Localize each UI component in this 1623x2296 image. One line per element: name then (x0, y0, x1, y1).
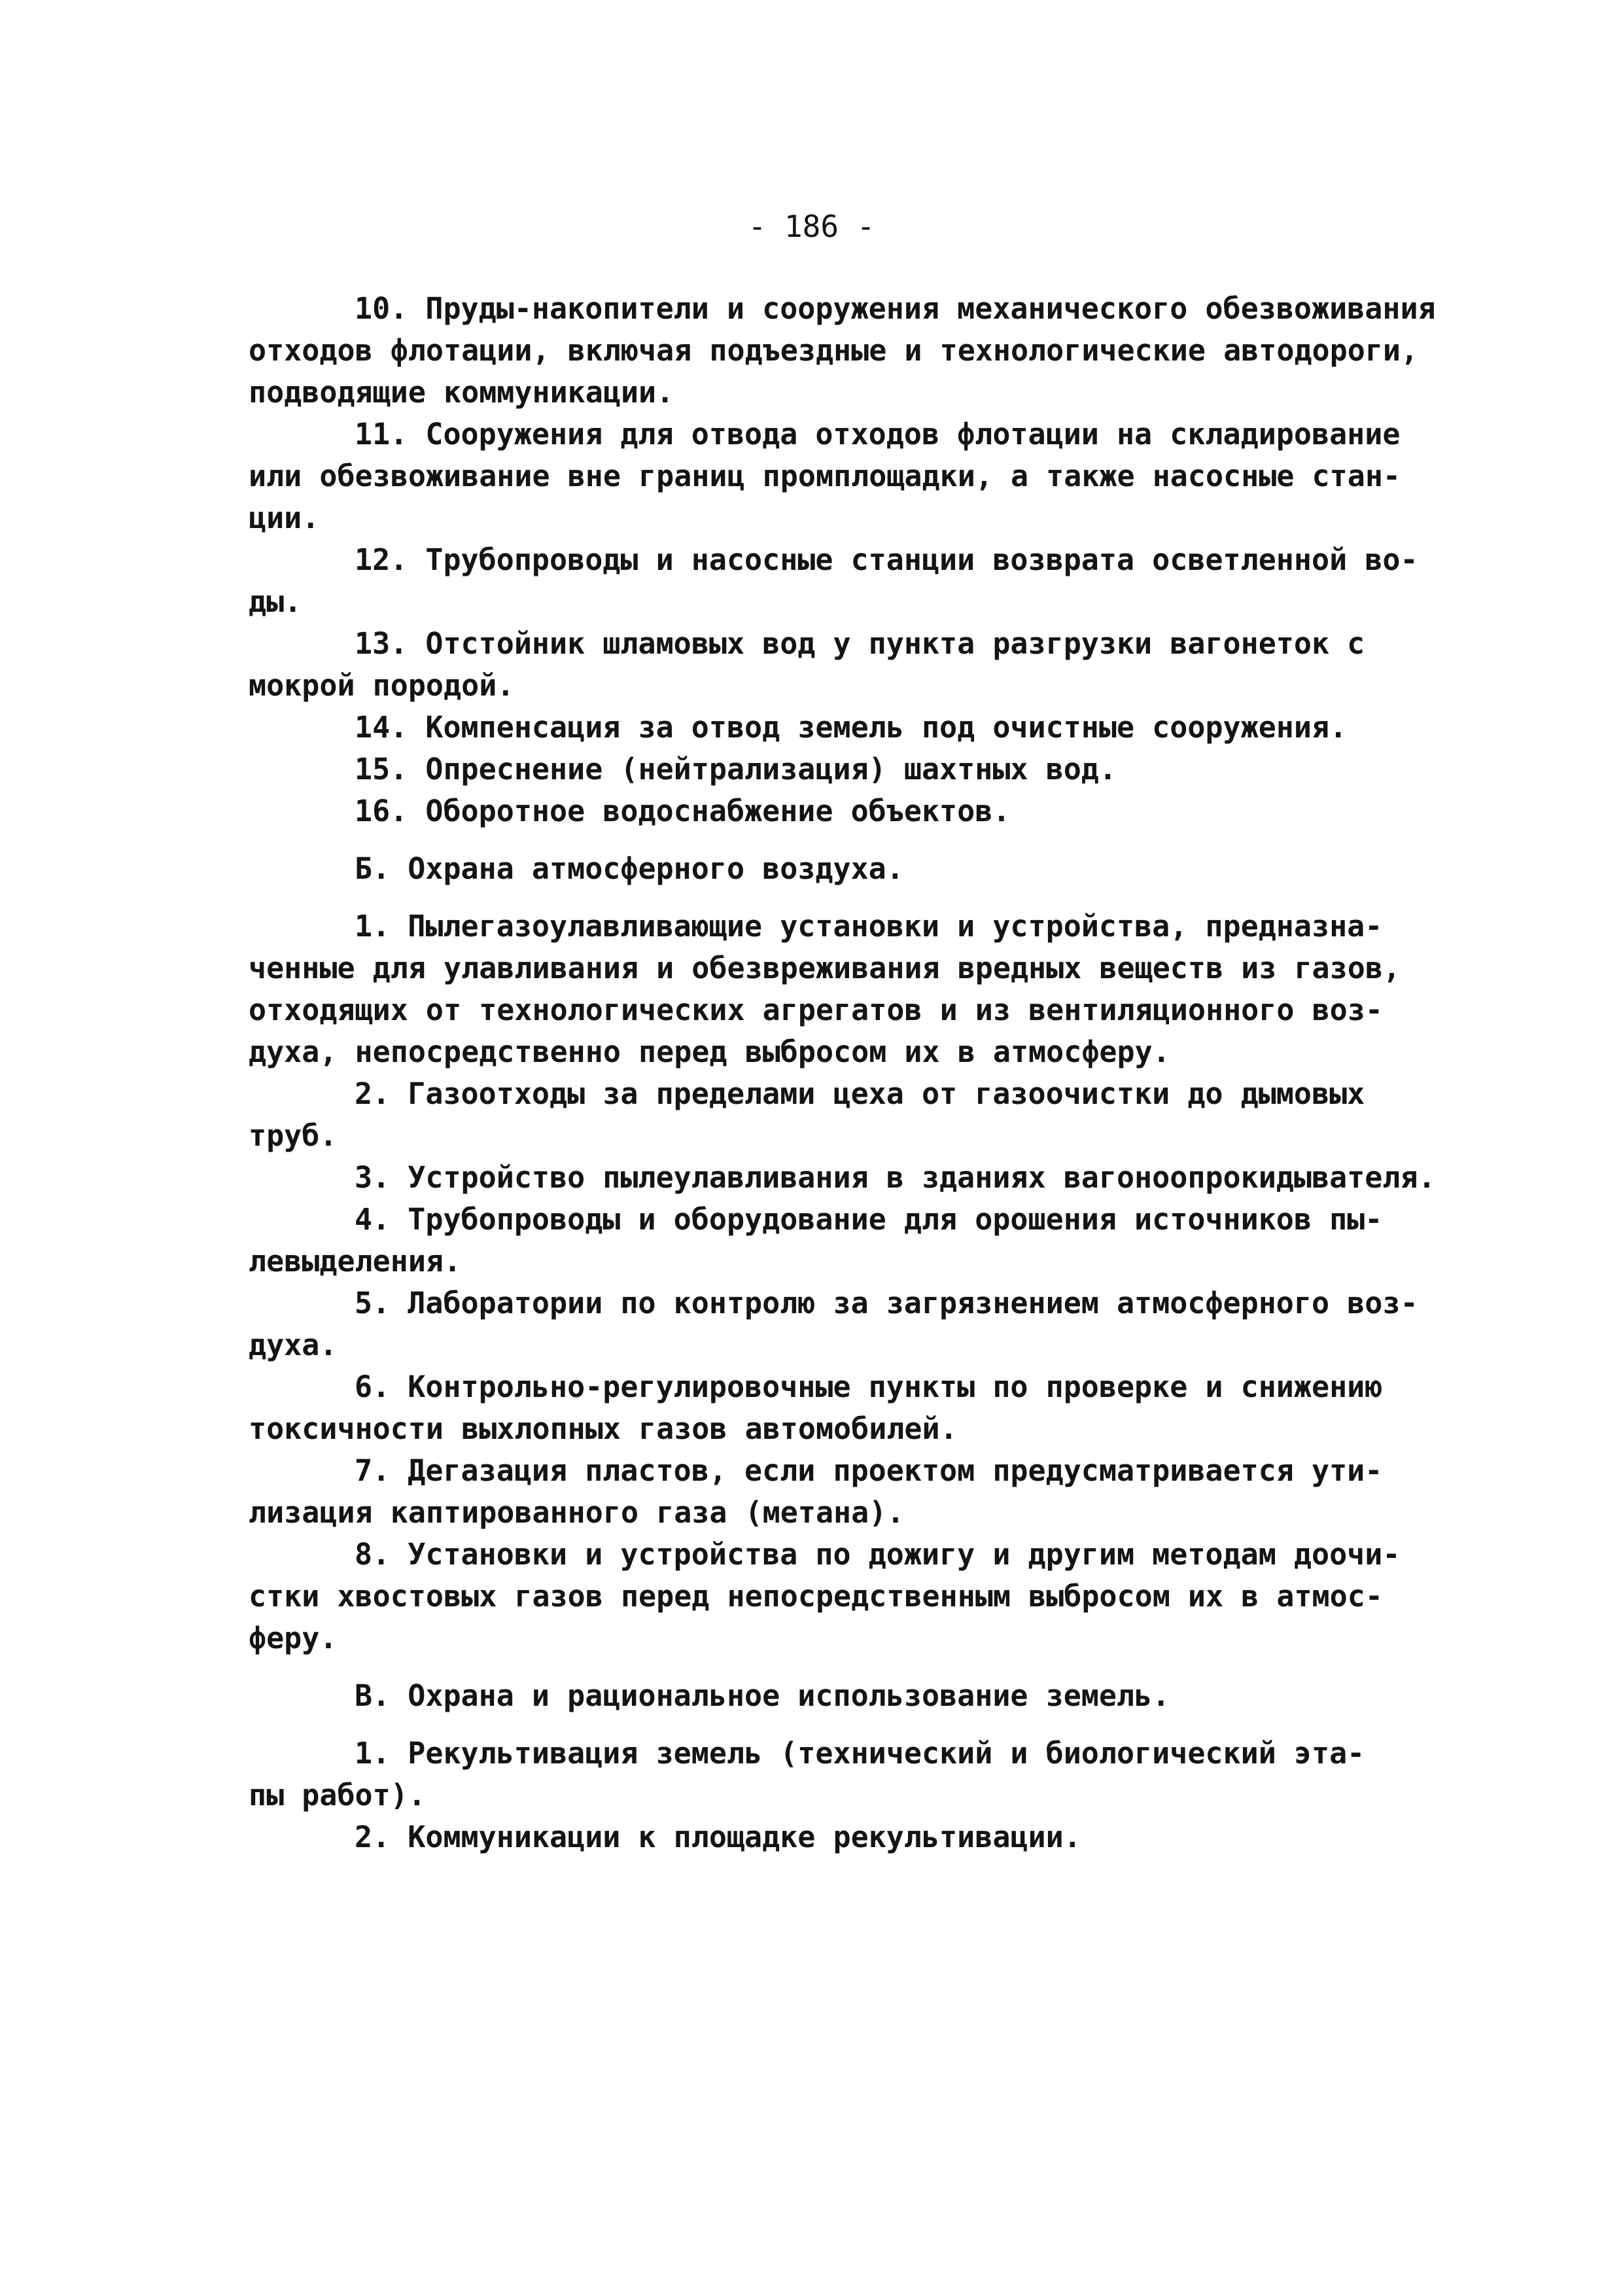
text-line: духа, непосредственно перед выбросом их в атмосферу. (249, 1034, 1170, 1069)
text-line: ченные для улавливания и обезвреживания вредных веществ из газов, (249, 951, 1401, 985)
text-line: труб. (249, 1118, 338, 1153)
text-line: 2. Коммуникации к площадке рекультивации. (355, 1820, 1081, 1854)
text-line: духа. (249, 1328, 338, 1362)
text-line: 1. Рекультивация земель (технический и биологический эта- (355, 1736, 1365, 1771)
text-line: 10. Пруды-накопители и сооружения механического обезвоживания (355, 291, 1436, 326)
text-line: 7. Дегазация пластов, если проектом предусматривается ути- (355, 1453, 1383, 1488)
text-line: 12. Трубопроводы и насосные станции возврата осветленной во- (355, 542, 1418, 577)
text-line: 1. Пылегазоулавливающие установки и устройства, предназна- (355, 909, 1383, 944)
paragraph-gap (249, 832, 1426, 848)
text-line: отходов флотации, включая подъездные и технологические автодороги, (249, 333, 1419, 368)
page-number: - 186 - (748, 209, 875, 244)
text-line: мокрой породой. (249, 668, 515, 703)
text-line: ды. (249, 584, 302, 619)
text-line: лизация каптированного газа (метана). (249, 1495, 905, 1530)
text-line: 16. Оборотное водоснабжение объектов. (355, 794, 1011, 828)
text-line: 8. Установки и устройства по дожигу и другим методам доочи- (355, 1537, 1401, 1572)
paragraph-gap (249, 1717, 1426, 1733)
text-line: 11. Сооружения для отвода отходов флотации на складирование (355, 417, 1401, 451)
text-line: 3. Устройство пылеулавливания в зданиях вагоноопрокидывателя. (355, 1160, 1436, 1195)
text-line: ции. (249, 501, 320, 535)
document-body (249, 288, 1436, 1858)
text-line: стки хвостовых газов перед непосредственным выбросом их в атмос- (249, 1579, 1383, 1614)
text-line: токсичности выхлопных газов автомобилей. (249, 1411, 958, 1446)
text-line: Б. Охрана атмосферного воздуха. (355, 851, 904, 886)
text-line: или обезвоживание вне границ промплощадки, а также насосные стан- (249, 459, 1401, 493)
text-line: В. Охрана и рациональное использование земель. (355, 1678, 1170, 1713)
text-line: 15. Опреснение (нейтрализация) шахтных вод. (355, 752, 1117, 786)
text-line: левыделения. (249, 1244, 462, 1279)
text-line: подводящие коммуникации. (249, 375, 674, 410)
text-line: 4. Трубопроводы и оборудование для орошения источников пы- (355, 1202, 1383, 1237)
paragraph-gap (249, 1659, 1426, 1675)
text-line: 5. Лаборатории по контролю за загрязнением атмосферного воз- (355, 1286, 1418, 1320)
text-line: феру. (249, 1621, 338, 1655)
paragraph-gap (249, 890, 1426, 906)
text-line: отходящих от технологических агрегатов и из вентиляционного воз- (249, 993, 1383, 1027)
text-line: пы работ). (249, 1778, 426, 1812)
text-line: 14. Компенсация за отвод земель под очистные сооружения. (355, 710, 1348, 745)
text-line: 6. Контрольно-регулировочные пункты по проверке и снижению (355, 1369, 1383, 1404)
text-line: 13. Отстойник шламовых вод у пункта разгрузки вагонеток с (355, 626, 1365, 661)
text-line: 2. Газоотходы за пределами цеха от газоочистки до дымовых (355, 1076, 1365, 1111)
